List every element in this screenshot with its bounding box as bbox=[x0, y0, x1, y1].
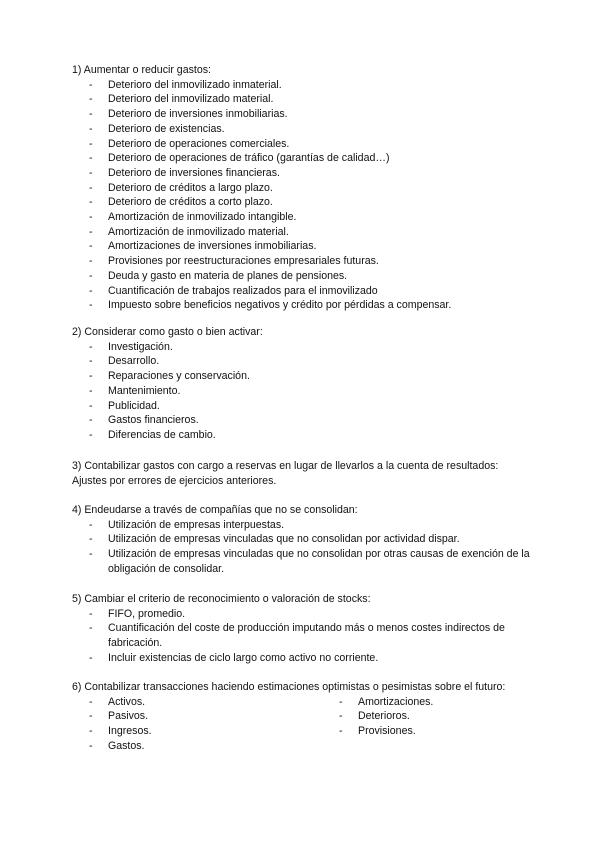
bullet-dash: - bbox=[89, 414, 93, 427]
list-item: - Utilización de empresas vinculadas que no consolidan por actividad dispar. bbox=[89, 533, 460, 546]
list-item: - Provisiones por reestructuraciones empresariales futuras. bbox=[89, 255, 379, 268]
section-heading: 5) Cambiar el criterio de reconocimiento o valoración de stocks: bbox=[72, 593, 371, 605]
list-item: - Incluir existencias de ciclo largo como activo no corriente. bbox=[89, 651, 379, 664]
bullet-dash: - bbox=[89, 122, 93, 135]
section-heading: 6) Contabilizar transacciones haciendo estimaciones optimistas o pesimistas sobre el futuro: bbox=[72, 681, 506, 693]
list-item: - Diferencias de cambio. bbox=[89, 428, 216, 441]
list-item: - Deterioro de inversiones financieras. bbox=[89, 166, 280, 179]
list-item: - Gastos. bbox=[89, 739, 145, 752]
list-item: - Amortizaciones. bbox=[339, 695, 434, 708]
bullet-dash: - bbox=[89, 533, 93, 546]
list-item: - Activos. bbox=[89, 695, 146, 708]
bullet-dash: - bbox=[339, 725, 343, 738]
list-item: - Deterioro de existencias. bbox=[89, 122, 225, 135]
bullet-dash: - bbox=[89, 108, 93, 121]
list-item: - Amortizaciones de inversiones inmobiliarias. bbox=[89, 240, 317, 253]
bullet-list bbox=[72, 340, 532, 443]
list-item: - Deterioro de créditos a corto plazo. bbox=[89, 196, 273, 209]
bullet-dash: - bbox=[339, 695, 343, 708]
list-item: - FIFO, promedio. bbox=[89, 607, 186, 620]
bullet-dash: - bbox=[89, 166, 93, 179]
list-item: - Deterioro de créditos a largo plazo. bbox=[89, 181, 273, 194]
bullet-dash: - bbox=[89, 152, 93, 165]
bullet-dash: - bbox=[89, 651, 93, 664]
bullet-dash: - bbox=[89, 137, 93, 150]
bullet-dash: - bbox=[89, 255, 93, 268]
list-item: - Provisiones. bbox=[339, 725, 416, 738]
bullet-dash: - bbox=[89, 428, 93, 441]
section-heading: 3) Contabilizar gastos con cargo a reservas en lugar de llevarlos a la cuenta de resultados: bbox=[72, 460, 499, 472]
bullet-list bbox=[72, 78, 532, 313]
list-item: - Reparaciones y conservación. bbox=[89, 370, 250, 383]
bullet-dash: - bbox=[89, 710, 93, 723]
bullet-dash: - bbox=[339, 710, 343, 723]
list-item: - Cuantificación del coste de producción imputando más o menos costes indirectos de fabricación. bbox=[89, 622, 505, 650]
section-heading: 4) Endeudarse a través de compañías que no se consolidan: bbox=[72, 504, 358, 516]
list-item: - Deterioros. bbox=[339, 710, 410, 723]
list-item: - Amortización de inmovilizado material. bbox=[89, 225, 289, 238]
bullet-dash: - bbox=[89, 695, 93, 708]
bullet-dash: - bbox=[89, 269, 93, 282]
list-item: - Pasivos. bbox=[89, 710, 149, 723]
bullet-dash: - bbox=[89, 622, 93, 635]
bullet-dash: - bbox=[89, 607, 93, 620]
bullet-dash: - bbox=[89, 225, 93, 238]
bullet-dash: - bbox=[89, 355, 93, 368]
section-heading: 1) Aumentar o reducir gastos: bbox=[72, 64, 211, 76]
bullet-dash: - bbox=[89, 93, 93, 106]
bullet-list-left bbox=[72, 695, 302, 754]
bullet-dash: - bbox=[89, 518, 93, 531]
bullet-dash: - bbox=[89, 399, 93, 412]
list-item: - Mantenimiento. bbox=[89, 384, 181, 397]
bullet-list-right bbox=[322, 695, 552, 739]
list-item: - Deuda y gasto en materia de planes de pensiones. bbox=[89, 269, 348, 282]
list-item: - Utilización de empresas vinculadas que no consolidan por otras causas de exención de la obligación de consolidar. bbox=[89, 548, 530, 575]
list-item: - Impuesto sobre beneficios negativos y crédito por pérdidas a compensar. bbox=[89, 299, 452, 312]
bullet-dash: - bbox=[89, 284, 93, 297]
list-item: - Desarrollo. bbox=[89, 355, 160, 368]
bullet-dash: - bbox=[89, 211, 93, 224]
list-item: - Amortización de inmovilizado intangible. bbox=[89, 211, 297, 224]
list-item: - Deterioro del inmovilizado inmaterial. bbox=[89, 78, 282, 91]
bullet-dash: - bbox=[89, 725, 93, 738]
section-heading: 2) Considerar como gasto o bien activar: bbox=[72, 326, 263, 338]
list-item: - Publicidad. bbox=[89, 399, 160, 412]
list-item: - Gastos financieros. bbox=[89, 414, 199, 427]
list-item: - Cuantificación de trabajos realizados para el inmovilizado bbox=[89, 284, 378, 297]
bullet-dash: - bbox=[89, 548, 93, 561]
section-6 bbox=[72, 680, 532, 755]
list-item: - Ingresos. bbox=[89, 725, 152, 738]
bullet-dash: - bbox=[89, 739, 93, 752]
bullet-dash: - bbox=[89, 299, 93, 312]
bullet-dash: - bbox=[89, 384, 93, 397]
list-item: - Deterioro del inmovilizado material. bbox=[89, 93, 274, 106]
list-item: - Investigación. bbox=[89, 340, 173, 353]
bullet-dash: - bbox=[89, 196, 93, 209]
bullet-list bbox=[72, 518, 532, 577]
list-item: - Deterioro de inversiones inmobiliarias. bbox=[89, 108, 288, 121]
list-item: - Deterioro de operaciones de tráfico (garantías de calidad…) bbox=[89, 152, 390, 165]
bullet-dash: - bbox=[89, 181, 93, 194]
list-item: - Utilización de empresas interpuestas. bbox=[89, 518, 285, 531]
section-5 bbox=[72, 592, 532, 666]
bullet-dash: - bbox=[89, 340, 93, 353]
section-3 bbox=[72, 459, 532, 488]
bullet-dash: - bbox=[89, 78, 93, 91]
section-4 bbox=[72, 503, 532, 577]
section-text: Ajustes por errores de ejercicios anteriores. bbox=[72, 474, 277, 487]
list-item: - Deterioro de operaciones comerciales. bbox=[89, 137, 290, 150]
two-column-list bbox=[72, 695, 532, 755]
section-1 bbox=[72, 63, 532, 313]
bullet-list bbox=[72, 607, 532, 666]
bullet-dash: - bbox=[89, 370, 93, 383]
bullet-dash: - bbox=[89, 240, 93, 253]
section-2 bbox=[72, 325, 532, 443]
